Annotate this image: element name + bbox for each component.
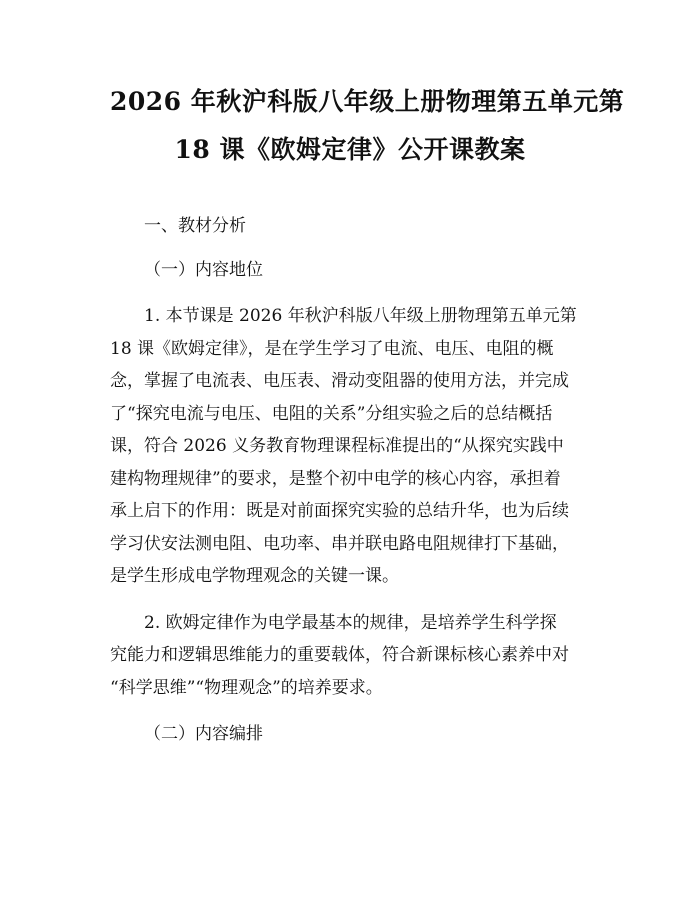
- paragraph-2-line: 2. 欧姆定律作为电学最基本的规律，是培养学生科学探: [144, 612, 557, 633]
- paragraph-1-line: 建构物理规律”的要求，是整个初中电学的核心内容，承担着: [110, 468, 561, 489]
- paragraph-1-line: 了“探究电流与电压、电阻的关系”分组实验之后的总结概括: [110, 403, 553, 424]
- paragraph-1-line: 课，符合 2026 义务教育物理课程标准提出的“从探究实践中: [110, 436, 564, 456]
- paragraph-2-line: 究能力和逻辑思维能力的重要载体，符合新课标核心素养中对: [110, 645, 569, 665]
- paragraph-2-line: “科学思维”“物理观念”的培养要求。: [110, 677, 383, 698]
- paragraph-1-line: 念，掌握了电流表、电压表、滑动变阻器的使用方法，并完成: [110, 371, 569, 391]
- sub-heading-content-position: （一）内容地位: [144, 260, 263, 280]
- paragraph-1-line: 1. 本节课是 2026 年秋沪科版八年级上册物理第五单元第: [144, 306, 577, 326]
- sub-heading-content-arrangement: （二）内容编排: [144, 724, 263, 744]
- paragraph-1-line: 学习伏安法测电阻、电功率、串并联电路电阻规律打下基础，: [110, 533, 569, 554]
- section-heading-textbook-analysis: 一、教材分析: [144, 216, 246, 236]
- paragraph-1-line: 18 课《欧姆定律》，是在学生学习了电流、电压、电阻的概: [110, 338, 554, 359]
- paragraph-1: [110, 300, 590, 593]
- document-title: [110, 78, 625, 174]
- paragraph-1-line: 承上启下的作用：既是对前面探究实验的总结升华，也为后续: [110, 501, 569, 521]
- title-line-1: 2026 年秋沪科版八年级上册物理第五单元第: [110, 87, 625, 116]
- title-line-2: 18 课《欧姆定律》公开课教案: [174, 135, 526, 164]
- paragraph-1-line: 是学生形成电学物理观念的关键一课。: [110, 566, 399, 586]
- paragraph-2: [110, 607, 590, 705]
